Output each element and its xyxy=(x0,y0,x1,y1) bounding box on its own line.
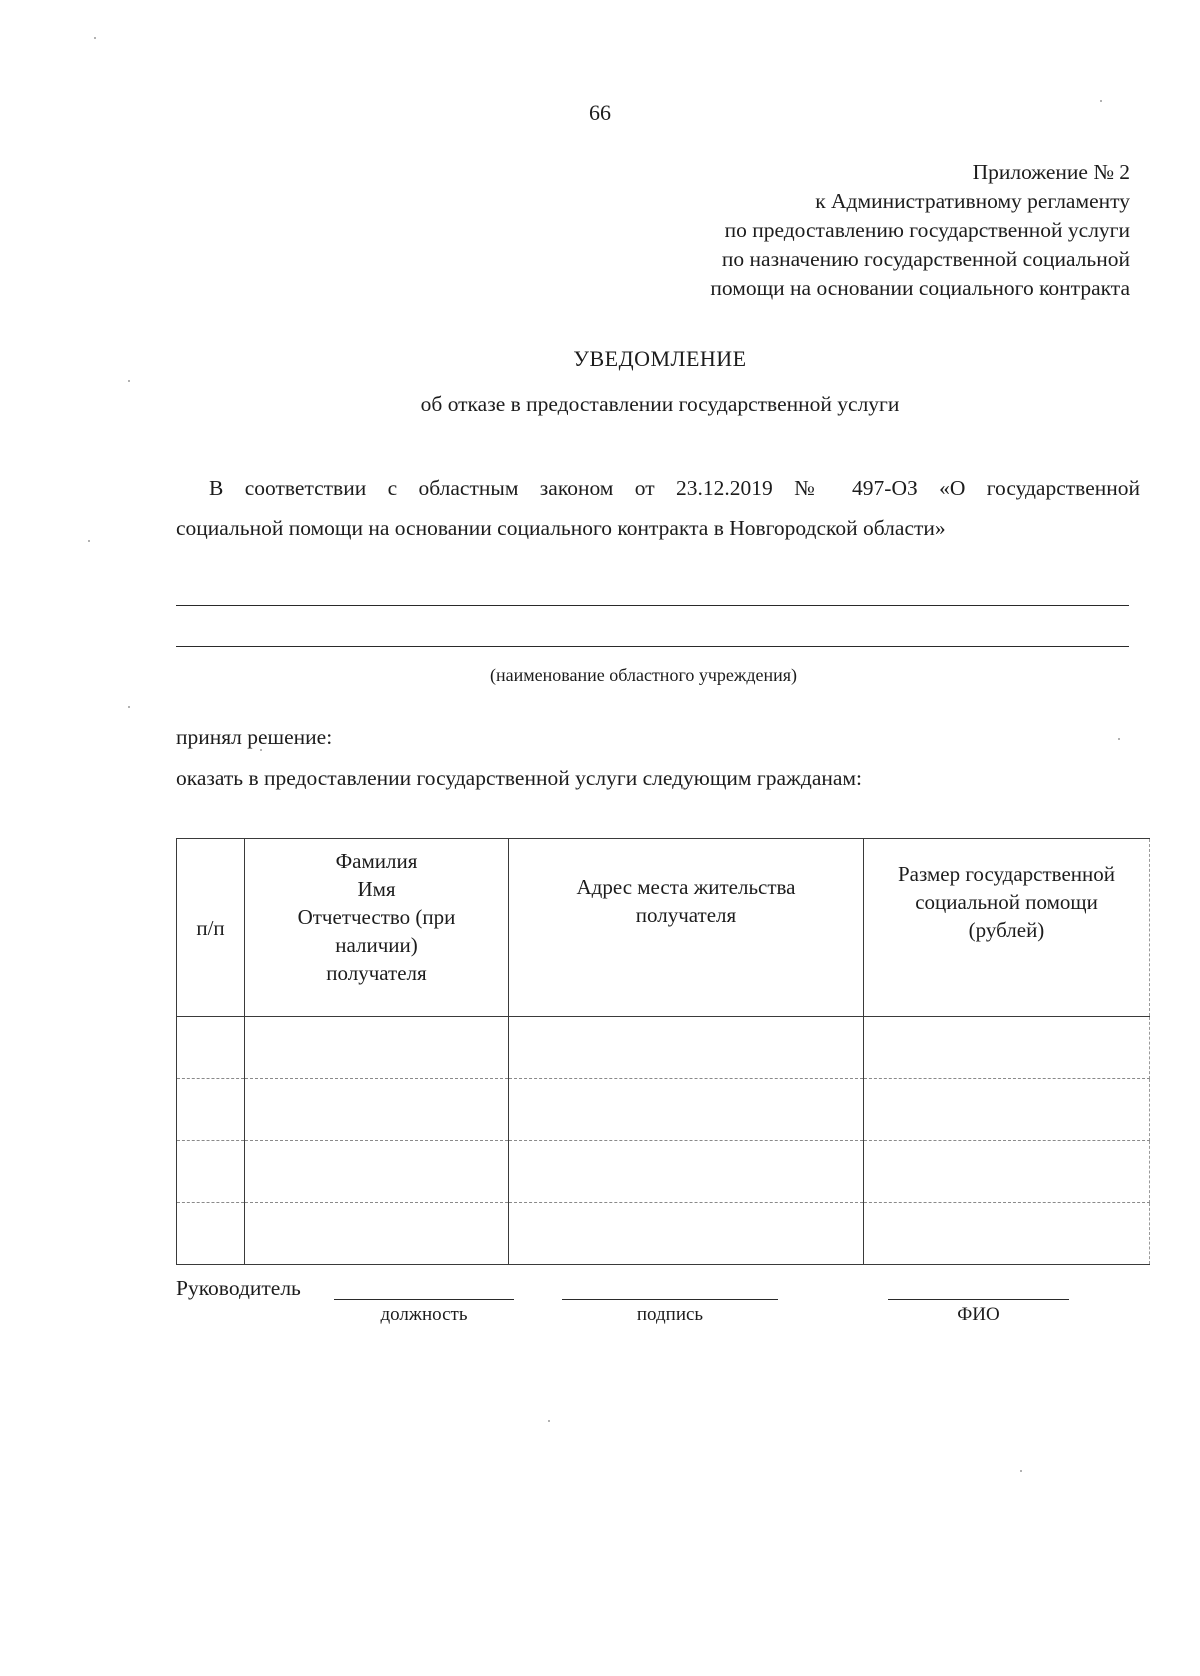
decision-line: оказать в предоставлении государственной услуги следующим гражданам: xyxy=(176,766,862,790)
table-cell xyxy=(177,1079,245,1141)
appendix-line: по предоставлению государственной услуги xyxy=(724,218,1130,242)
table-cell xyxy=(177,1017,245,1079)
signature-fill-line xyxy=(562,1299,778,1300)
table-row xyxy=(177,1203,1150,1265)
table-cell xyxy=(245,1203,509,1265)
scan-speck xyxy=(94,37,96,39)
page-number: 66 xyxy=(589,100,611,125)
table-cell xyxy=(177,1203,245,1265)
header-full-name: Фамилия Имя Отчетчество (при наличии) получателя xyxy=(245,839,509,1017)
scan-speck xyxy=(548,1420,550,1422)
table-cell xyxy=(245,1079,509,1141)
scan-speck xyxy=(1020,1470,1022,1472)
appendix-line: к Административному регламенту xyxy=(815,189,1130,213)
table-cell xyxy=(509,1203,864,1265)
table-cell xyxy=(864,1203,1150,1265)
institution-fill-line xyxy=(176,646,1129,647)
table-cell xyxy=(509,1079,864,1141)
table-row xyxy=(177,1017,1150,1079)
scan-speck xyxy=(1118,738,1120,740)
appendix-line: помощи на основании социального контракта xyxy=(710,276,1130,300)
appendix-line: Приложение № 2 xyxy=(972,160,1130,184)
header-address: Адрес места жительства получателя xyxy=(509,839,864,1017)
institution-caption: (наименование областного учреждения) xyxy=(490,665,798,685)
header-amount: Размер государственной социальной помощи (рублей) xyxy=(864,839,1150,1017)
decision-line: принял решение: xyxy=(176,725,333,749)
scan-speck xyxy=(128,706,130,708)
legal-basis-line: В соответствии с областным законом от 23.12.2019 № 497-ОЗ «О государственной xyxy=(209,476,1140,500)
signature-caption: подпись xyxy=(636,1304,704,1325)
table-row xyxy=(177,1079,1150,1141)
header-number: п/п xyxy=(177,839,245,1017)
legal-basis-paragraph xyxy=(176,468,1140,548)
position-caption: должность xyxy=(380,1304,468,1325)
legal-basis-line: социальной помощи на основании социального контракта в Новгородской области» xyxy=(176,516,946,540)
table-cell xyxy=(509,1017,864,1079)
position-fill-line xyxy=(334,1299,514,1300)
recipients-table xyxy=(176,838,1150,1265)
institution-fill-line xyxy=(176,605,1129,606)
appendix-line: по назначению государственной социальной xyxy=(721,247,1130,271)
appendix-reference xyxy=(430,158,1130,303)
table-cell xyxy=(864,1017,1150,1079)
table-cell xyxy=(245,1017,509,1079)
scan-speck xyxy=(128,380,130,382)
fio-fill-line xyxy=(888,1299,1069,1300)
signature-label: Руководитель xyxy=(176,1276,301,1300)
table-header-row xyxy=(177,839,1150,1017)
scan-speck xyxy=(260,749,262,751)
fio-caption: ФИО xyxy=(957,1304,1000,1325)
table-cell xyxy=(864,1141,1150,1203)
scan-speck xyxy=(1100,100,1102,102)
table-cell xyxy=(177,1141,245,1203)
decision-text xyxy=(176,717,862,799)
table-cell xyxy=(864,1079,1150,1141)
document-subtitle: об отказе в предоставлении государственной услуги xyxy=(420,392,900,416)
scan-speck xyxy=(88,540,90,542)
document-title: УВЕДОМЛЕНИЕ xyxy=(573,346,747,371)
table-row xyxy=(177,1141,1150,1203)
table-cell xyxy=(245,1141,509,1203)
table-cell xyxy=(509,1141,864,1203)
